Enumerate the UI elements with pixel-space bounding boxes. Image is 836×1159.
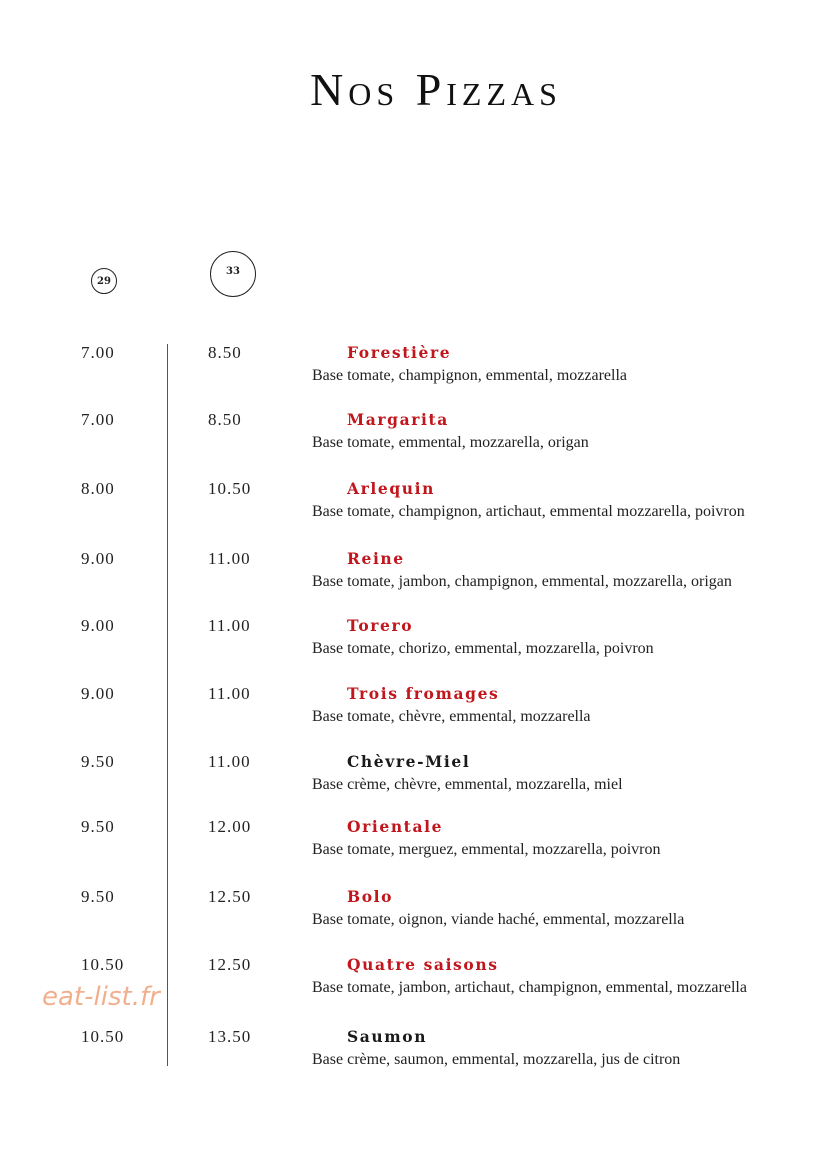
price-small: 10.50: [81, 955, 125, 974]
price-small: 9.50: [81, 887, 115, 906]
pizza-ingredients: Base tomate, oignon, viande haché, emmental, mozzarella: [312, 911, 685, 928]
price-large: 8.50: [208, 410, 242, 429]
price-small: 7.00: [81, 343, 115, 362]
menu-item-arlequin: [0, 479, 836, 529]
menu-item-trois-fromages: [0, 684, 836, 734]
pizza-ingredients: Base tomate, merguez, emmental, mozzarella, poivron: [312, 841, 661, 858]
price-large: 11.00: [208, 752, 251, 771]
price-large: 11.00: [208, 616, 251, 635]
pizza-name: Trois fromages: [347, 684, 500, 703]
price-large: 11.00: [208, 684, 251, 703]
pizza-name: Saumon: [347, 1027, 428, 1046]
price-small: 7.00: [81, 410, 115, 429]
menu-item-bolo: [0, 887, 836, 937]
menu-item-orientale: [0, 817, 836, 867]
menu-item-saumon: [0, 1027, 836, 1077]
price-small: 10.50: [81, 1027, 125, 1046]
pizza-name: Torero: [347, 616, 414, 635]
pizza-ingredients: Base tomate, chèvre, emmental, mozzarella: [312, 708, 591, 725]
pizza-name: Chèvre-Miel: [347, 752, 471, 771]
menu-item-margarita: [0, 410, 836, 460]
pizza-ingredients: Base tomate, emmental, mozzarella, origan: [312, 434, 589, 451]
price-small: 9.50: [81, 752, 115, 771]
pizza-ingredients: Base tomate, chorizo, emmental, mozzarella, poivron: [312, 640, 654, 657]
pizza-ingredients: Base tomate, jambon, champignon, emmental, mozzarella, origan: [312, 573, 732, 590]
pizza-name: Reine: [347, 549, 405, 568]
pizza-ingredients: Base crème, chèvre, emmental, mozzarella, miel: [312, 776, 623, 793]
price-large: 10.50: [208, 479, 252, 498]
pizza-name: Quatre saisons: [347, 955, 499, 974]
menu-item-chevre-miel: [0, 752, 836, 802]
pizza-name: Margarita: [347, 410, 449, 429]
price-large: 12.50: [208, 887, 252, 906]
menu-item-forestiere: [0, 343, 836, 393]
watermark: eat-list.fr: [42, 982, 160, 1012]
size-29-label: 29: [97, 275, 111, 287]
pizza-ingredients: Base crème, saumon, emmental, mozzarella, jus de citron: [312, 1051, 681, 1068]
pizza-name: Bolo: [347, 887, 394, 906]
pizza-ingredients: Base tomate, champignon, artichaut, emmental mozzarella, poivron: [312, 503, 745, 520]
size-33-label: 33: [226, 265, 240, 277]
menu-item-reine: [0, 549, 836, 599]
price-small: 9.00: [81, 549, 115, 568]
price-small: 9.00: [81, 684, 115, 703]
price-large: 11.00: [208, 549, 251, 568]
price-large: 13.50: [208, 1027, 252, 1046]
page-title: Nos Pizzas: [310, 64, 562, 115]
menu-item-torero: [0, 616, 836, 666]
price-large: 12.00: [208, 817, 252, 836]
price-large: 12.50: [208, 955, 252, 974]
pizza-ingredients: Base tomate, champignon, emmental, mozzarella: [312, 367, 627, 384]
price-small: 8.00: [81, 479, 115, 498]
pizza-name: Forestière: [347, 343, 452, 362]
price-small: 9.50: [81, 817, 115, 836]
pizza-ingredients: Base tomate, jambon, artichaut, champignon, emmental, mozzarella: [312, 979, 747, 996]
price-large: 8.50: [208, 343, 242, 362]
size-29-badge: [91, 268, 117, 294]
price-small: 9.00: [81, 616, 115, 635]
size-33-badge: [210, 251, 256, 297]
pizza-name: Arlequin: [347, 479, 436, 498]
pizza-name: Orientale: [347, 817, 444, 836]
